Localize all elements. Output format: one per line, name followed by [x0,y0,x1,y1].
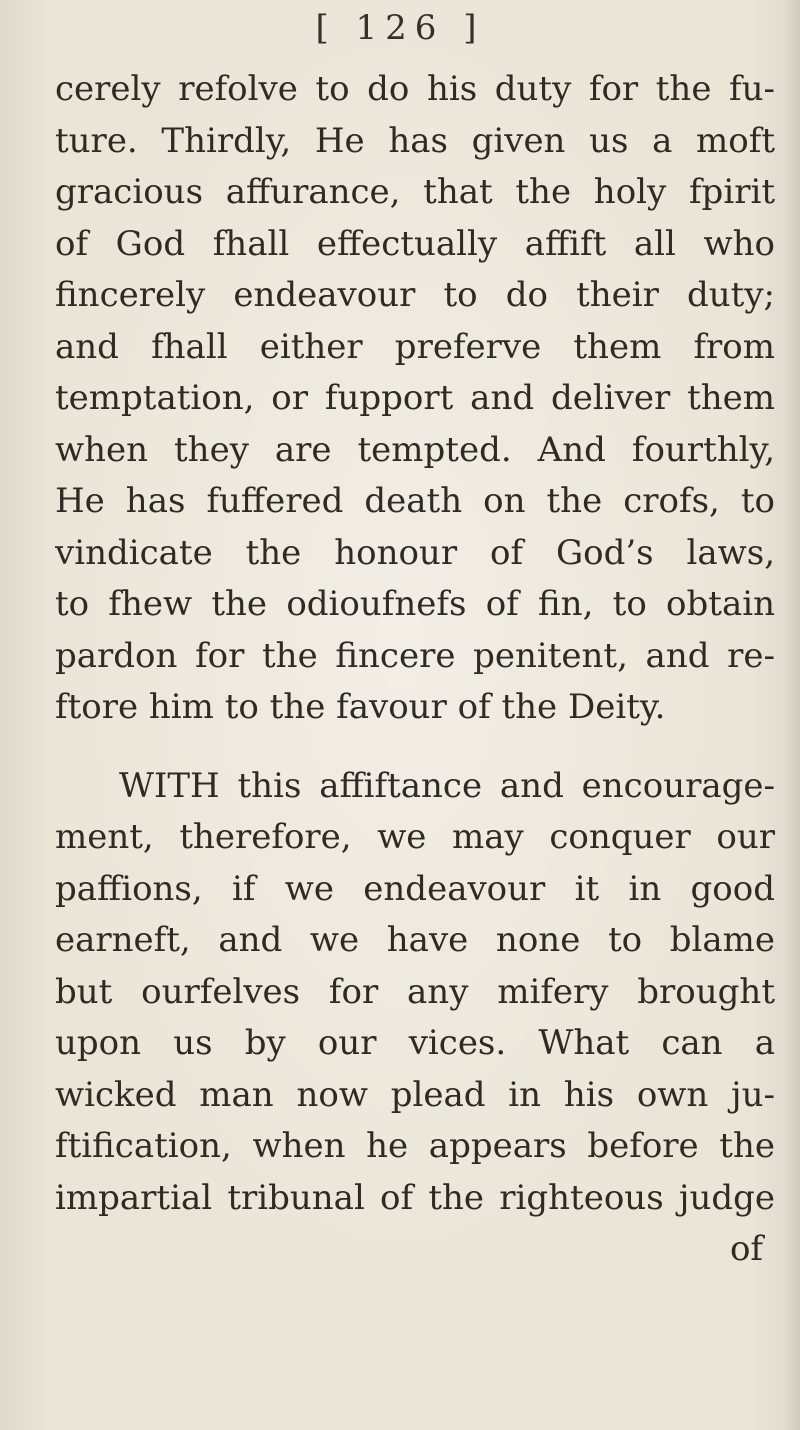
text-line: but ourfelves for any mifery brought [55,971,775,1012]
text-line: wicked man now plead in his own ju- [55,1074,775,1115]
page-number: [ 126 ] [315,8,485,48]
text-line: temptation, or fupport and deliver them [55,378,775,418]
text-line: cerely refolve to do his duty for the fu- [55,69,775,109]
text-line: gracious affurance, that the holy fpirit [55,172,775,212]
catchword: of [729,1229,763,1269]
text-line: ment, therefore, we may conquer our [55,817,775,857]
text-line: vindicate the honour of God’s laws, [55,532,775,573]
text-line: and fhall either preferve them from [55,326,775,367]
paragraph-gap [55,734,775,761]
text-line: impartial tribunal of the righteous judge [55,1177,775,1218]
text-block [55,64,775,1276]
text-line: ture. Thirdly, He has given us a moft [55,120,775,161]
text-line: paffions, if we endeavour it in good [55,868,775,909]
text-line: to fhew the odioufnefs of fin, to obtain [55,584,775,624]
text-line: WITH this affiftance and encourage- [119,765,775,806]
text-line: ftore him to the favour of the Deity. [55,687,666,727]
text-line: upon us by our vices. What can a [55,1023,775,1063]
text-line: when they are tempted. And fourthly, [55,429,775,470]
text-line: ftification, when he appears before the [55,1126,775,1166]
page-edge-shadow [786,0,800,1430]
text-line: fincerely endeavour to do their duty; [55,275,775,315]
text-line: He has fuffered death on the crofs, to [55,481,775,521]
text-line: of God fhall effectually affift all who [55,223,775,264]
text-line: earneft, and we have none to blame [55,920,775,960]
text-line: pardon for the fincere penitent, and re- [55,635,775,676]
